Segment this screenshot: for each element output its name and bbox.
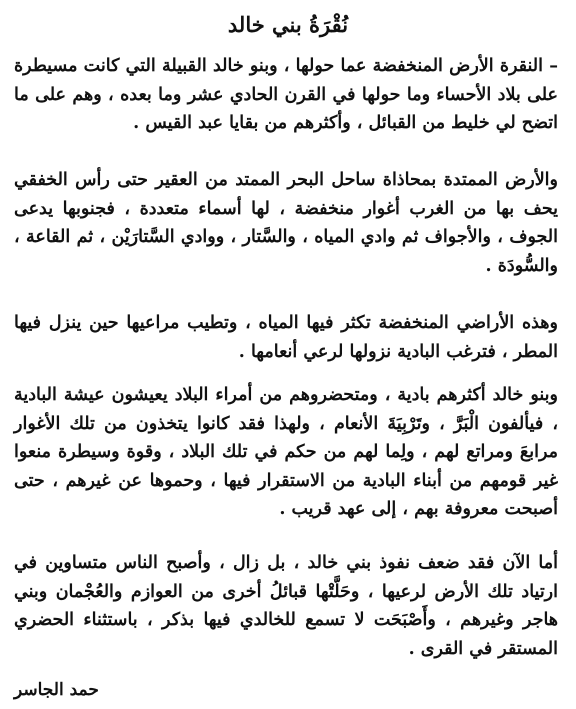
paragraph-water: وهذه الأراضي المنخفضة تكثر فيها المياه ، وتطيب مراعيها حين ينزل فيها المطر ، فترغب البادية نزولها لرعي أنعامها . (14, 313, 558, 362)
article-title: نُقْرَةُ بني خالد (227, 12, 349, 37)
paragraph-geography: والأرض الممتدة بمحاذاة ساحل البحر الممتد من العقير حتى رأس الخفقي يحف بها من الغرب أغوار منخفضة ، لها أسماء متعددة ، فجنوبها يدعى الجوف ، والأجواف ثم وادي المياه ، والسَّتار ، ووادي السَّتارَيْن ، ثم القاعة ، والسُّودَة . (14, 170, 558, 276)
paragraph-definition: – النقرة الأرض المنخفضة عما حولها ، وبنو خالد القبيلة التي كانت مسيطرة على بلاد الأحساء وما حولها في القرن الحادي عشر وما بعده ، وهم على ما اتضح لي خليط من القبائل ، وأكثرهم من بقايا عبد القيس . (14, 56, 558, 133)
author-signature: حمد الجاسر (14, 680, 99, 700)
paragraph-present-day: أما الآن فقد ضعف نفوذ بني خالد ، بل زال ، وأصبح الناس متساوين في ارتياد تلك الأرض لرعيها ، وحَلَّتْها قبائلُ أخرى من العوازم والعُجْمان وبني هاجر وغيرهم ، وأَصْبَحَت لا تسمع للخالدي فيها بذكر ، باستثناء الحضري المستقر في القرى . (14, 553, 558, 659)
paragraph-bani-khalid: وبنو خالد أكثرهم بادية ، ومتحضروهم من أمراء البلاد يعيشون عيشة البادية ، فيألفون الْبَرَّ ، وتَرْبِيَةَ الأنعام ، ولهذا فقد كانوا يتخذون من تلك الأغوار مرابعَ ومراتع لهم ، ولِما لهم من حكم في تلك البلاد ، وقوة وسيطرة منعوا غير قومهم من أبناء البادية من الاستقرار فيها ، وحموها عن غيرهم ، حتى أصبحت معروفة بهم ، إلى عهد قريب . (14, 385, 558, 519)
